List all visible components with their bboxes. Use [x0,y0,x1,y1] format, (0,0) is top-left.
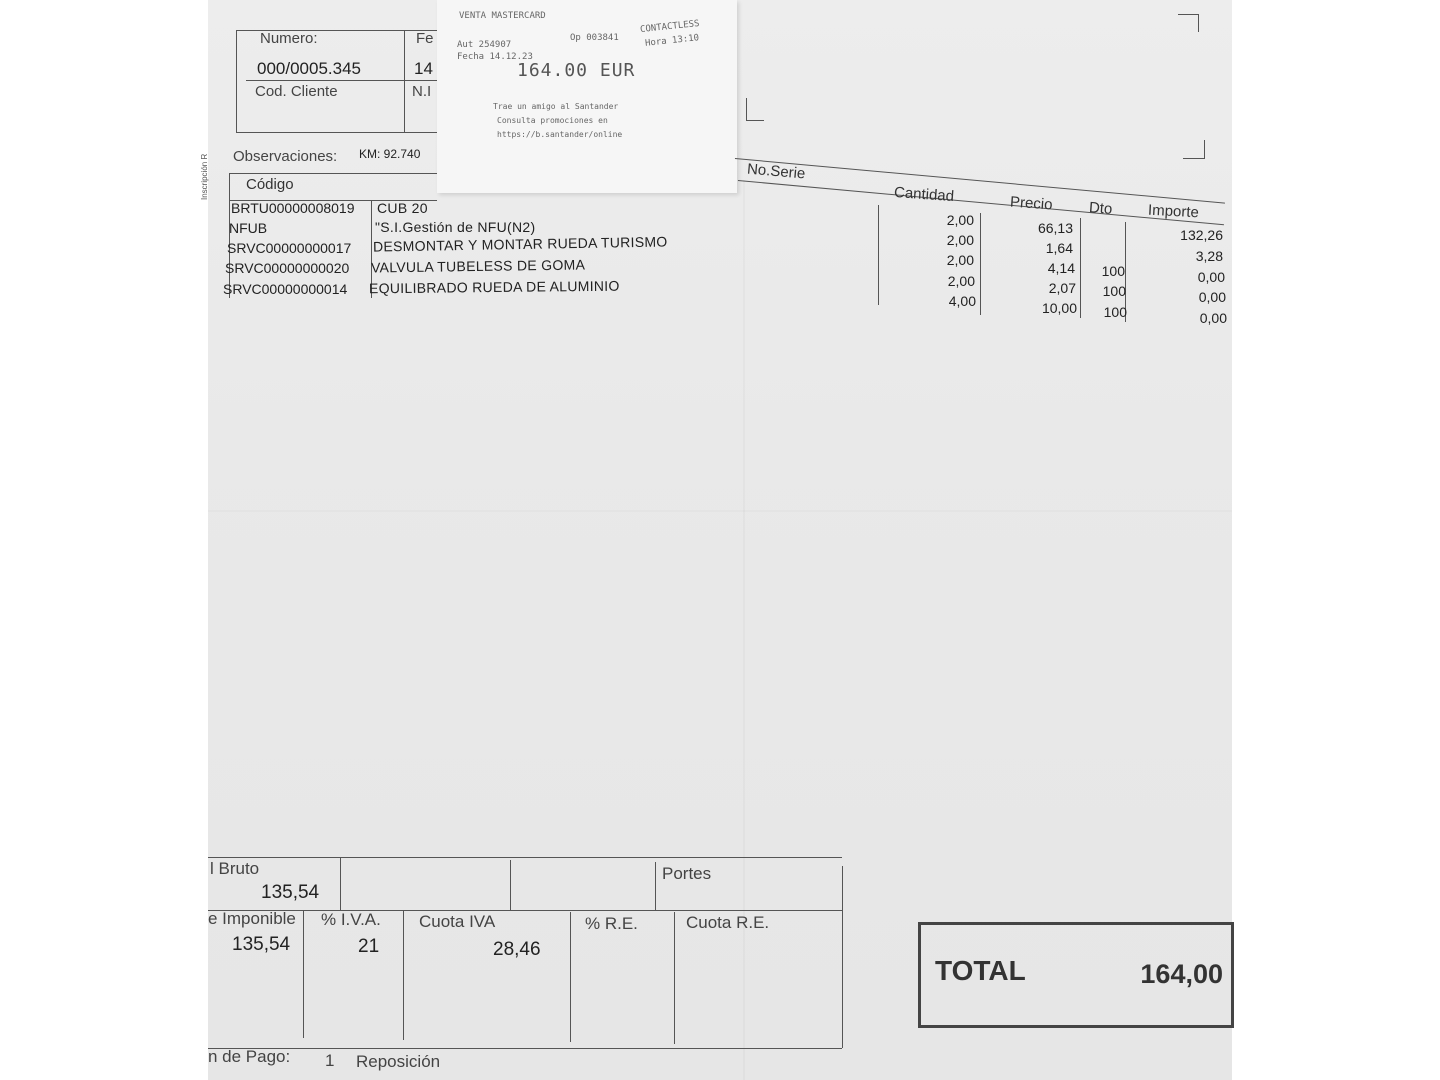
col-header-precio: Precio [1009,193,1054,214]
totals-border [208,1048,842,1049]
observaciones-label: Observaciones: [233,148,338,165]
cuota-iva-label: Cuota IVA [419,912,496,931]
receipt-amount: 164.00 EUR [517,60,636,81]
observaciones-value: KM: 92.740 [359,147,421,161]
table-header-line [229,173,437,174]
totals-divider [303,910,304,1038]
receipt-aut: Aut 254907 [457,40,512,50]
receipt-promo-3: https://b.santander/online [497,130,623,139]
item-importe: 3,28 [1195,248,1223,264]
forma-pago-label: n de Pago: [208,1047,291,1066]
totals-border [208,857,842,858]
item-dto: 100 [1102,283,1126,299]
corner-mark [1198,14,1199,32]
totals-divider [674,912,675,1044]
item-code: NFUB [229,220,268,236]
item-cantidad: 2,00 [946,212,974,228]
portes-label: Portes [662,864,712,883]
col-header-no-serie: No.Serie [746,160,806,183]
imponible-label: e Imponible [208,909,296,928]
item-precio: 66,13 [1037,220,1073,236]
corner-mark [746,98,747,120]
fecha-label: Fe [416,30,434,47]
card-receipt [437,0,737,193]
receipt-contactless: CONTACTLESS [639,18,700,36]
cod-cliente-value: N.I [412,83,432,100]
header-divider [404,30,405,133]
cuota-re-label: Cuota R.E. [686,913,770,932]
receipt-fecha: Fecha 14.12.23 [457,52,533,62]
corner-mark [1204,140,1205,158]
receipt-hora: Hora 13:10 [644,33,700,49]
total-value: 164,00 [1140,959,1223,989]
corner-mark [1178,14,1198,15]
col-header-cantidad: Cantidad [893,183,955,206]
item-precio: 2,07 [1048,280,1076,296]
item-description: DESMONTAR Y MONTAR RUEDA TURISMO [372,233,668,255]
numero-value: 000/0005.345 [257,59,361,78]
receipt-promo-2: Consulta promociones en [497,116,608,125]
re-pct-label: % R.E. [585,914,638,933]
item-code: SRVC00000000020 [225,260,350,276]
numero-label: Numero: [260,30,318,47]
item-importe: 132,26 [1180,227,1223,243]
side-legal-text: Inscripción R [200,153,209,200]
item-code: SRVC00000000017 [227,240,352,256]
item-precio: 1,64 [1045,240,1073,256]
item-dto: 100 [1101,263,1125,279]
item-code: BRTU00000008019 [231,200,355,216]
totals-divider [510,860,511,910]
col-header-dto: Dto [1088,199,1113,218]
total-box [918,922,1234,1028]
bruto-label: l Bruto [210,859,260,878]
item-description: EQUILIBRADO RUEDA DE ALUMINIO [368,277,620,297]
totals-border [842,866,843,1048]
cod-cliente-label: Cod. Cliente [255,83,338,100]
iva-pct-value: 21 [358,936,380,957]
totals-divider [570,912,571,1042]
totals-divider [340,857,341,910]
totals-divider [403,910,404,1040]
table-col-divider [980,213,981,315]
item-cantidad: 2,00 [946,252,974,268]
imponible-value: 135,54 [232,934,291,955]
item-importe: 0,00 [1198,289,1226,305]
fecha-value: 14 [414,59,433,78]
forma-pago-code: 1 [325,1051,335,1070]
item-cantidad: 2,00 [946,232,974,248]
receipt-op: Op 003841 [570,33,619,43]
item-cantidad: 2,00 [947,273,975,289]
forma-pago-value: Reposición [356,1052,441,1071]
bruto-value: 135,54 [261,882,320,903]
paper-fold-horizontal [208,510,1232,512]
totals-divider [655,862,656,910]
item-dto: 100 [1103,304,1127,320]
corner-mark [746,120,764,121]
corner-mark [1183,158,1205,159]
item-precio: 10,00 [1041,300,1077,316]
item-importe: 0,00 [1197,269,1225,285]
cuota-iva-value: 28,46 [493,939,541,960]
paper-fold-vertical [743,180,745,1080]
iva-pct-label: % I.V.A. [321,910,381,929]
item-description: VALVULA TUBELESS DE GOMA [370,256,586,276]
col-header-importe: Importe [1147,201,1200,222]
item-precio: 4,14 [1047,260,1075,276]
total-label: TOTAL [935,955,1026,986]
item-description: "S.I.Gestión de NFU(N2) [375,219,536,235]
col-header-codigo: Código [246,176,294,193]
header-divider [246,80,446,81]
table-col-divider [878,205,879,305]
item-code: SRVC00000000014 [223,281,348,297]
item-importe: 0,00 [1199,310,1227,326]
receipt-promo-1: Trae un amigo al Santander [493,102,619,111]
item-cantidad: 4,00 [948,293,976,309]
item-description: CUB 20 [377,200,428,216]
receipt-title: VENTA MASTERCARD [459,11,546,21]
